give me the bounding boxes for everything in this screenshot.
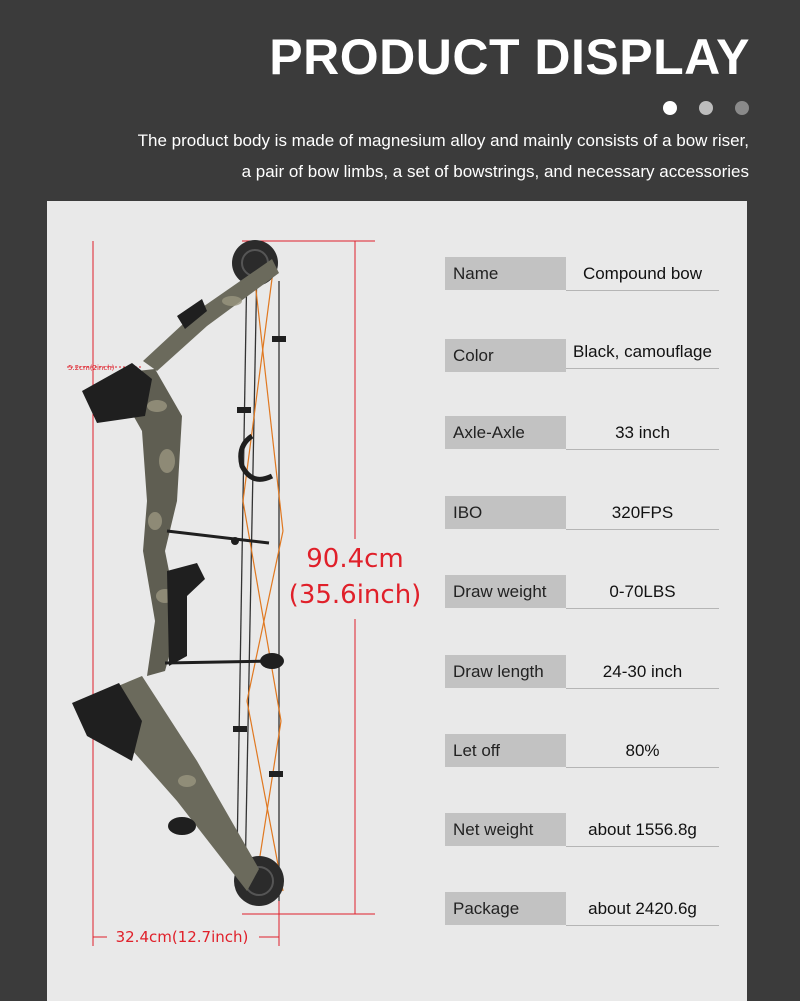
spec-value: about 2420.6g — [566, 892, 719, 926]
compound-bow-image — [47, 201, 447, 981]
carousel-dot-1[interactable] — [663, 101, 677, 115]
carousel-dot-3[interactable] — [735, 101, 749, 115]
description-line-2: a pair of bow limbs, a set of bowstrings, and necessary accessories — [241, 162, 749, 181]
height-dimension-inch: (35.6inch) — [288, 580, 422, 610]
description-line-1: The product body is made of magnesium alloy and mainly consists of a bow riser, — [137, 131, 749, 150]
spec-label: Draw length — [445, 655, 566, 688]
spec-label: Let off — [445, 734, 566, 767]
spec-value: about 1556.8g — [566, 813, 719, 847]
spec-row-net-weight — [445, 813, 719, 847]
spec-value: Black, camouflage — [566, 335, 719, 369]
small-dimension-label: 5.2cm(2inch) — [68, 364, 115, 372]
spec-row-axle — [445, 416, 719, 450]
carousel-dot-2[interactable] — [699, 101, 713, 115]
spec-label: IBO — [445, 496, 566, 529]
spec-row-draw-weight — [445, 575, 719, 609]
spec-label: Package — [445, 892, 566, 925]
spec-row-name — [445, 257, 719, 291]
spec-row-package — [445, 892, 719, 926]
spec-value: 320FPS — [566, 496, 719, 530]
spec-value: 80% — [566, 734, 719, 768]
spec-label: Color — [445, 339, 566, 372]
spec-value: Compound bow — [566, 257, 719, 291]
spec-label: Name — [445, 257, 566, 290]
spec-label: Draw weight — [445, 575, 566, 608]
width-dimension-label: 32.4cm(12.7inch) — [115, 928, 249, 946]
spec-row-let-off — [445, 734, 719, 768]
product-panel — [47, 201, 747, 1001]
spec-label: Net weight — [445, 813, 566, 846]
spec-value: 24-30 inch — [566, 655, 719, 689]
spec-value: 33 inch — [566, 416, 719, 450]
page-title: PRODUCT DISPLAY — [269, 29, 750, 85]
spec-row-ibo — [445, 496, 719, 530]
spec-value: 0-70LBS — [566, 575, 719, 609]
spec-row-color — [445, 337, 719, 371]
spec-label: Axle-Axle — [445, 416, 566, 449]
spec-row-draw-length — [445, 655, 719, 689]
height-dimension-cm: 90.4cm — [306, 544, 404, 574]
